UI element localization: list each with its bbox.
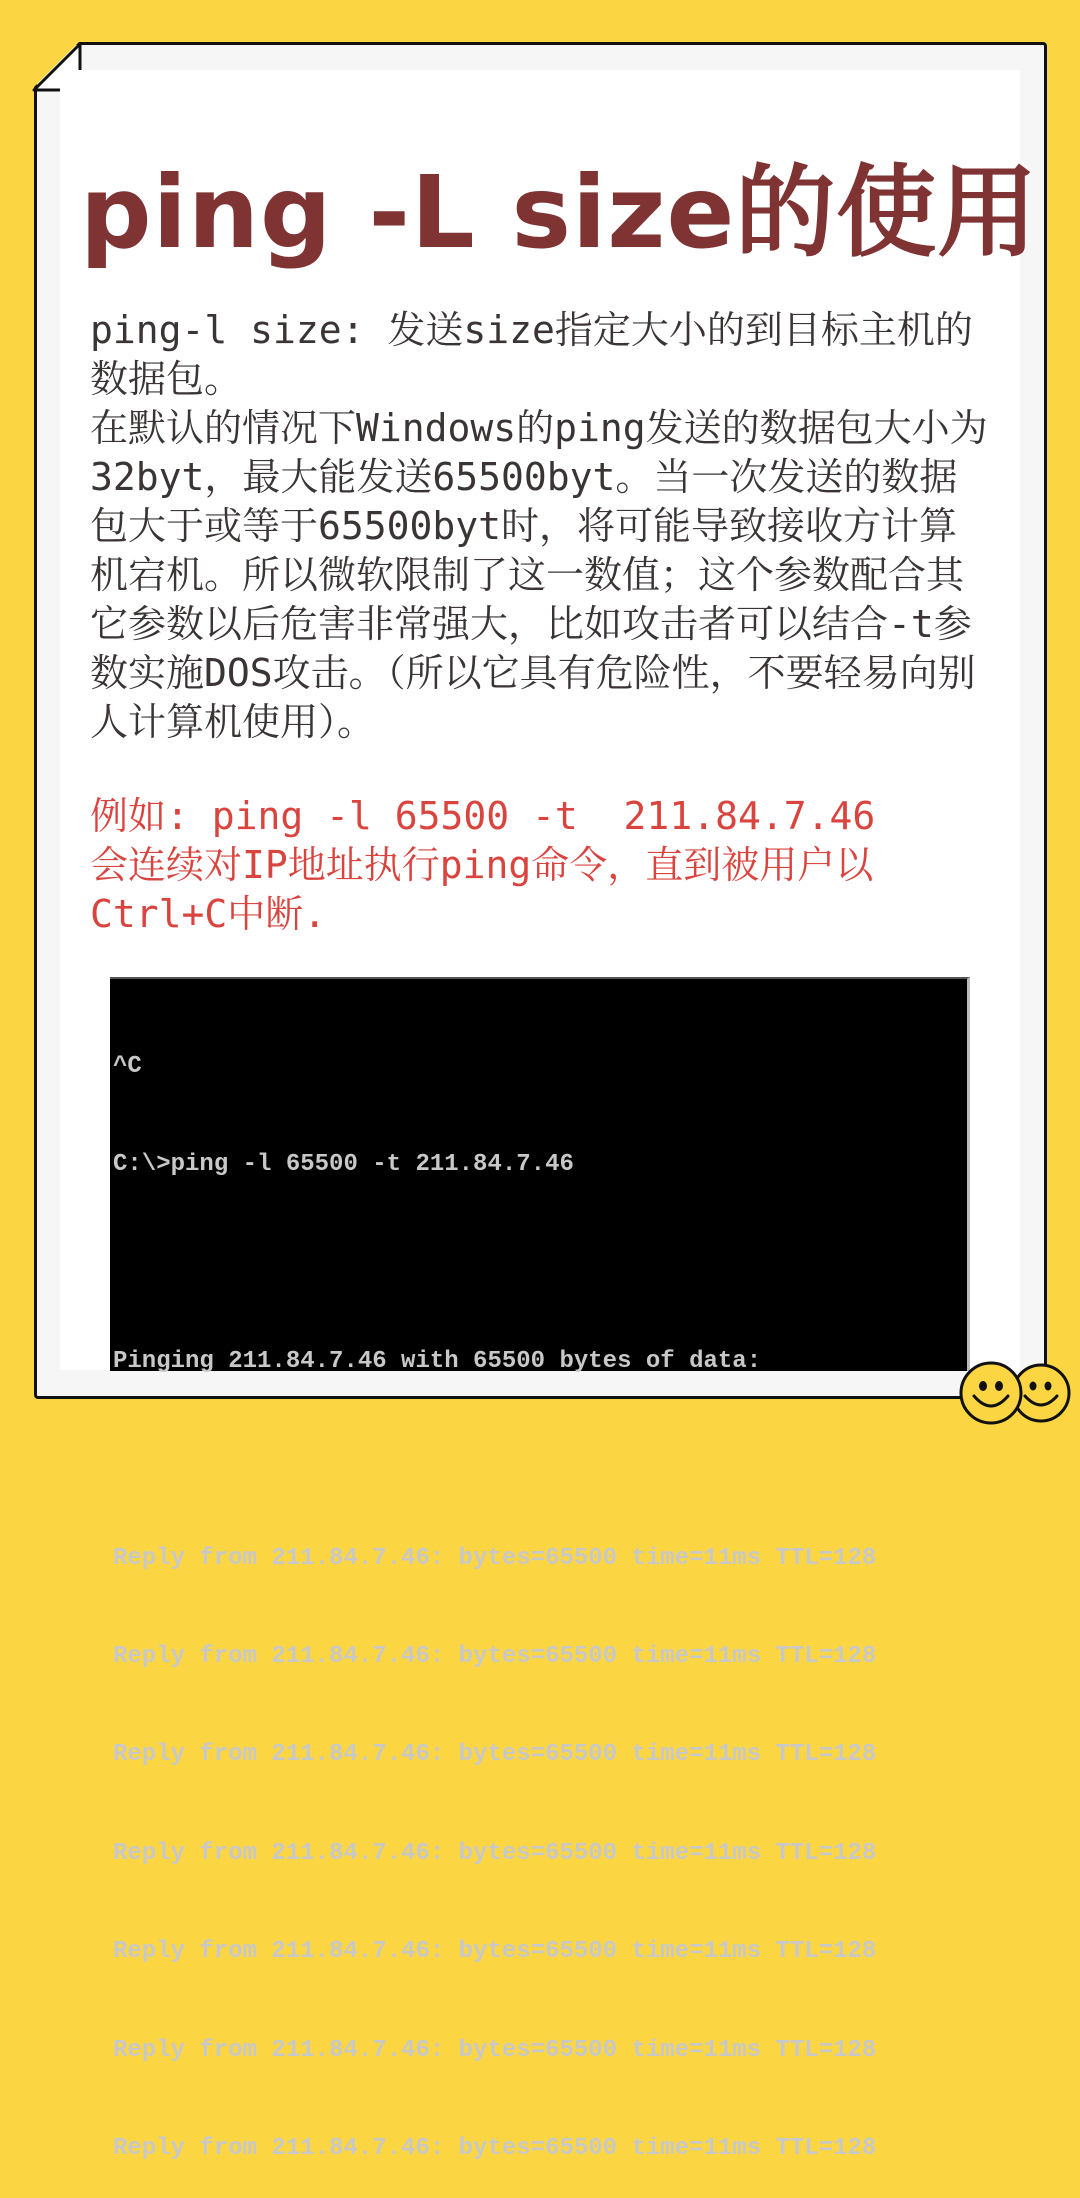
terminal-line: Reply from 211.84.7.46: bytes=65500 time=11ms TTL=128 — [113, 2134, 877, 2162]
terminal-line: Pinging 211.84.7.46 with 65500 bytes of data: — [113, 1347, 762, 1375]
terminal-screenshot — [110, 977, 970, 2162]
description — [90, 306, 990, 747]
smiley-icon — [958, 1360, 1024, 1426]
terminal-line — [113, 1444, 967, 1477]
terminal-line: Reply from 211.84.7.46: bytes=65500 time=11ms TTL=128 — [113, 1741, 877, 1769]
example-section — [90, 792, 990, 939]
terminal-line: C:\>ping -l 65500 -t 211.84.7.46 — [113, 1150, 574, 1178]
terminal-line: Reply from 211.84.7.46: bytes=65500 time=11ms TTL=128 — [113, 1938, 877, 1966]
description-paragraph: 在默认的情况下Windows的ping发送的数据包大小为32byt，最大能发送65500byt。当一次发送的数据包大于或等于65500byt时，将可能导致接收方计算机宕机。所以微软限制了这一数值；这个参数配合其它参数以后危害非常强大，比如攻击者可以结合-t参数实施DOS攻击。（所以它具有危险性，不要轻易向别人计算机使用）。 — [90, 406, 988, 744]
terminal-line: Reply from 211.84.7.46: bytes=65500 time=11ms TTL=128 — [113, 1839, 877, 1867]
terminal-line: Reply from 211.84.7.46: bytes=65500 time=11ms TTL=128 — [113, 1642, 877, 1670]
description-paragraph: ping-l size: 发送size指定大小的到目标主机的数据包。 — [90, 308, 973, 401]
terminal-line: Reply from 211.84.7.46: bytes=65500 time=11ms TTL=128 — [113, 2036, 877, 2064]
terminal-line — [113, 1247, 967, 1280]
page-title: ping -L size的使用 — [80, 154, 1039, 271]
terminal-line: ^C — [113, 1052, 142, 1080]
terminal-line: Reply from 211.84.7.46: bytes=65500 time=11ms TTL=128 — [113, 1544, 877, 1572]
example-explanation: 会连续对IP地址执行ping命令，直到被用户以Ctrl+C中断. — [90, 843, 874, 936]
example-command: 例如: ping -l 65500 -t 211.84.7.46 — [90, 794, 876, 838]
